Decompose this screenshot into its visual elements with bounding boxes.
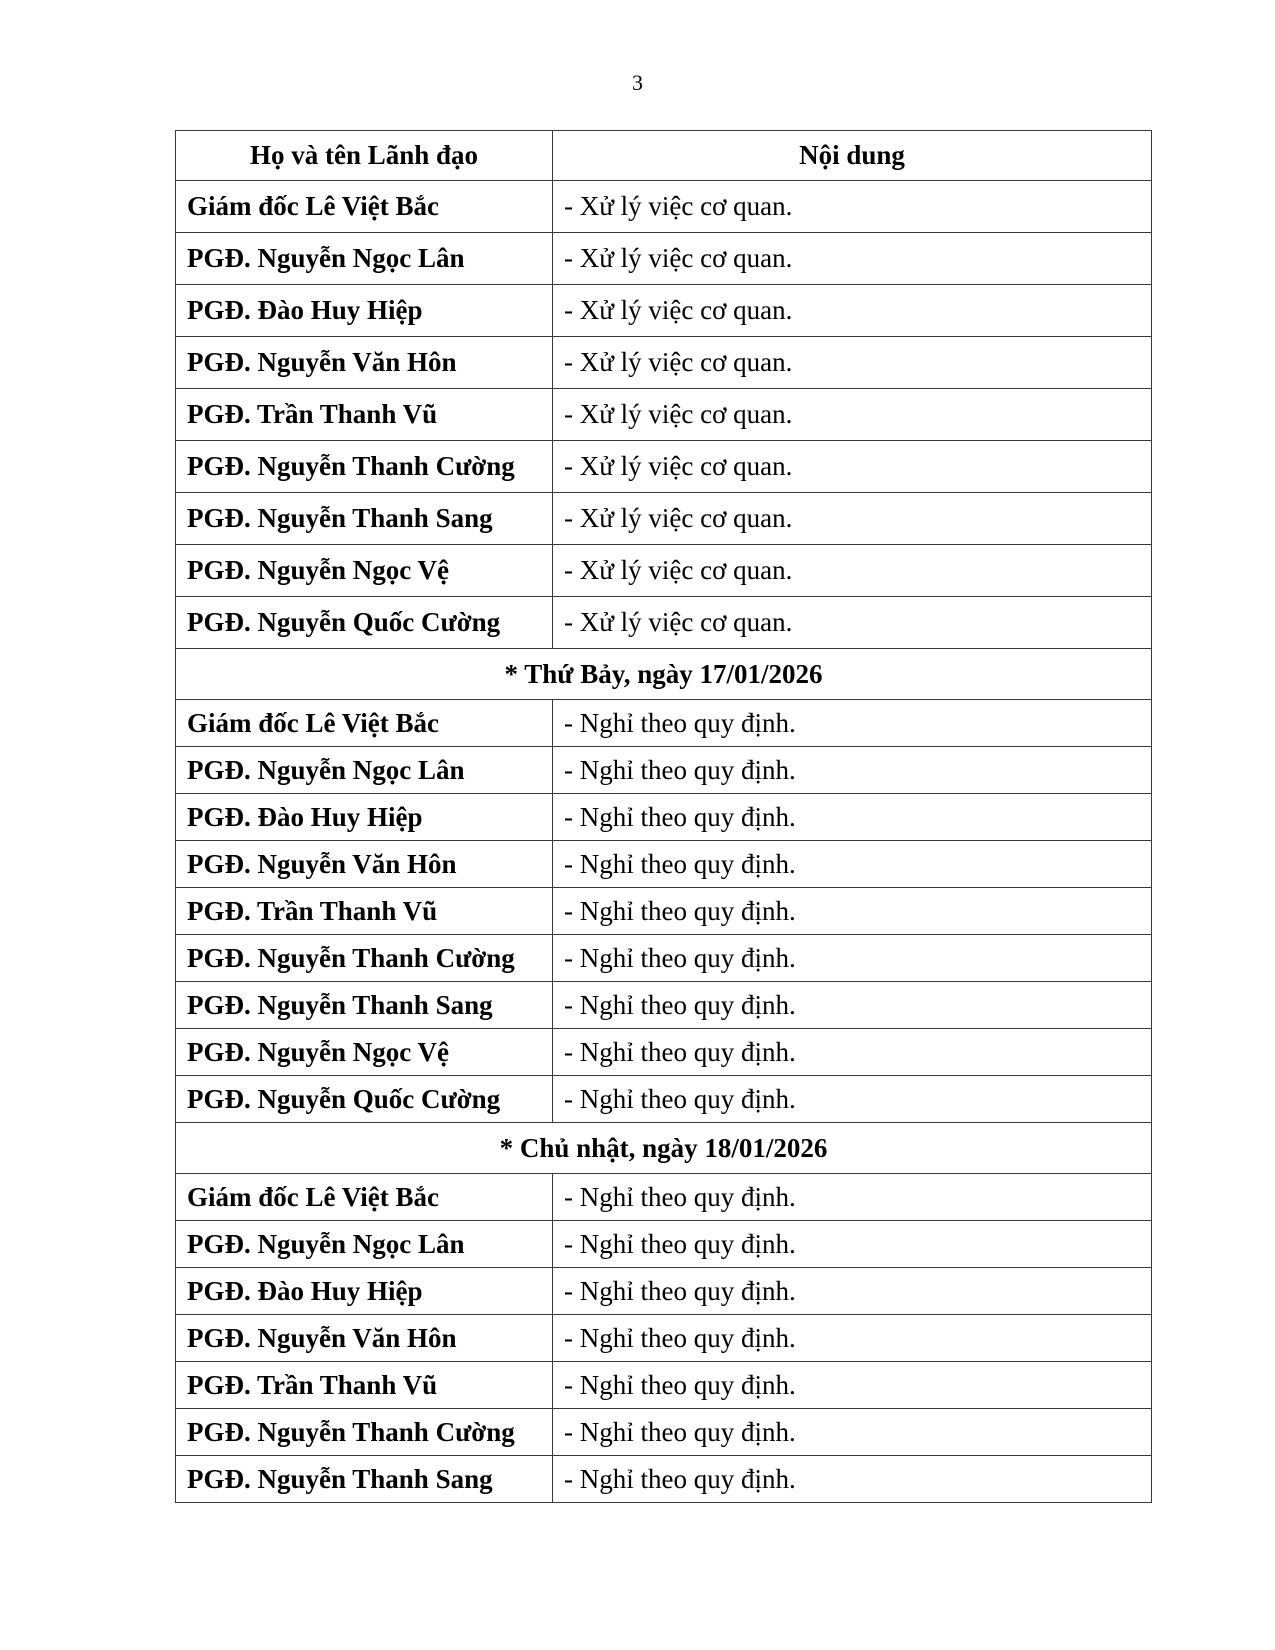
table-row — [176, 493, 1152, 545]
task-content: - Xử lý việc cơ quan. — [553, 337, 1152, 389]
task-content: - Nghỉ theo quy định. — [553, 1456, 1152, 1503]
leader-name: PGĐ. Nguyễn Văn Hôn — [176, 337, 553, 389]
leader-name: PGĐ. Nguyễn Ngọc Vệ — [176, 545, 553, 597]
leader-name: PGĐ. Nguyễn Ngọc Lân — [176, 233, 553, 285]
task-content: - Xử lý việc cơ quan. — [553, 441, 1152, 493]
section-title-saturday: * Thứ Bảy, ngày 17/01/2026 — [176, 649, 1152, 700]
table-row — [176, 1362, 1152, 1409]
table-row — [176, 1456, 1152, 1503]
leader-name: PGĐ. Nguyễn Ngọc Vệ — [176, 1029, 553, 1076]
leader-schedule-table — [175, 130, 1152, 1503]
task-content: - Nghỉ theo quy định. — [553, 935, 1152, 982]
task-content: - Nghỉ theo quy định. — [553, 1315, 1152, 1362]
section-title-sunday: * Chủ nhật, ngày 18/01/2026 — [176, 1123, 1152, 1174]
task-content: - Nghỉ theo quy định. — [553, 794, 1152, 841]
task-content: - Xử lý việc cơ quan. — [553, 233, 1152, 285]
table-row — [176, 285, 1152, 337]
task-content: - Nghỉ theo quy định. — [553, 1409, 1152, 1456]
table-row — [176, 233, 1152, 285]
task-content: - Xử lý việc cơ quan. — [553, 493, 1152, 545]
section-row-saturday — [176, 649, 1152, 700]
table-row — [176, 1268, 1152, 1315]
leader-name: Giám đốc Lê Việt Bắc — [176, 700, 553, 747]
table-row — [176, 888, 1152, 935]
leader-name: PGĐ. Trần Thanh Vũ — [176, 1362, 553, 1409]
task-content: - Nghỉ theo quy định. — [553, 1221, 1152, 1268]
leader-name: PGĐ. Nguyễn Thanh Cường — [176, 441, 553, 493]
leader-name: Giám đốc Lê Việt Bắc — [176, 1174, 553, 1221]
table-row — [176, 700, 1152, 747]
table-row — [176, 597, 1152, 649]
table-row — [176, 545, 1152, 597]
task-content: - Xử lý việc cơ quan. — [553, 181, 1152, 233]
table-row — [176, 841, 1152, 888]
table-row — [176, 1409, 1152, 1456]
table-row — [176, 935, 1152, 982]
leader-name: PGĐ. Nguyễn Văn Hôn — [176, 1315, 553, 1362]
leader-name: PGĐ. Nguyễn Thanh Cường — [176, 1409, 553, 1456]
table-row — [176, 181, 1152, 233]
task-content: - Nghỉ theo quy định. — [553, 747, 1152, 794]
table-row — [176, 1315, 1152, 1362]
leader-name: PGĐ. Đào Huy Hiệp — [176, 1268, 553, 1315]
leader-name: PGĐ. Trần Thanh Vũ — [176, 888, 553, 935]
leader-name: Giám đốc Lê Việt Bắc — [176, 181, 553, 233]
column-header-content: Nội dung — [553, 131, 1152, 181]
table-row — [176, 747, 1152, 794]
table-row — [176, 982, 1152, 1029]
page-number: 3 — [632, 70, 643, 95]
task-content: - Xử lý việc cơ quan. — [553, 389, 1152, 441]
task-content: - Nghỉ theo quy định. — [553, 1268, 1152, 1315]
leader-name: PGĐ. Nguyễn Ngọc Lân — [176, 747, 553, 794]
task-content: - Nghỉ theo quy định. — [553, 1362, 1152, 1409]
leader-name: PGĐ. Nguyễn Quốc Cường — [176, 597, 553, 649]
task-content: - Nghỉ theo quy định. — [553, 982, 1152, 1029]
table-row — [176, 337, 1152, 389]
leader-name: PGĐ. Đào Huy Hiệp — [176, 285, 553, 337]
task-content: - Xử lý việc cơ quan. — [553, 545, 1152, 597]
leader-name: PGĐ. Nguyễn Thanh Cường — [176, 935, 553, 982]
section-row-sunday — [176, 1123, 1152, 1174]
task-content: - Nghỉ theo quy định. — [553, 1029, 1152, 1076]
task-content: - Nghỉ theo quy định. — [553, 888, 1152, 935]
leader-name: PGĐ. Nguyễn Ngọc Lân — [176, 1221, 553, 1268]
task-content: - Nghỉ theo quy định. — [553, 841, 1152, 888]
leader-name: PGĐ. Nguyễn Thanh Sang — [176, 1456, 553, 1503]
leader-name: PGĐ. Nguyễn Thanh Sang — [176, 493, 553, 545]
task-content: - Nghỉ theo quy định. — [553, 1076, 1152, 1123]
task-content: - Xử lý việc cơ quan. — [553, 285, 1152, 337]
task-content: - Nghỉ theo quy định. — [553, 700, 1152, 747]
column-header-name: Họ và tên Lãnh đạo — [176, 131, 553, 181]
table-header-row — [176, 131, 1152, 181]
table-row — [176, 1221, 1152, 1268]
leader-name: PGĐ. Nguyễn Quốc Cường — [176, 1076, 553, 1123]
table-row — [176, 794, 1152, 841]
leader-name: PGĐ. Đào Huy Hiệp — [176, 794, 553, 841]
leader-name: PGĐ. Nguyễn Thanh Sang — [176, 982, 553, 1029]
table-row — [176, 1029, 1152, 1076]
leader-name: PGĐ. Trần Thanh Vũ — [176, 389, 553, 441]
table-row — [176, 441, 1152, 493]
task-content: - Xử lý việc cơ quan. — [553, 597, 1152, 649]
task-content: - Nghỉ theo quy định. — [553, 1174, 1152, 1221]
table-row — [176, 389, 1152, 441]
leader-name: PGĐ. Nguyễn Văn Hôn — [176, 841, 553, 888]
table-row — [176, 1174, 1152, 1221]
table-row — [176, 1076, 1152, 1123]
